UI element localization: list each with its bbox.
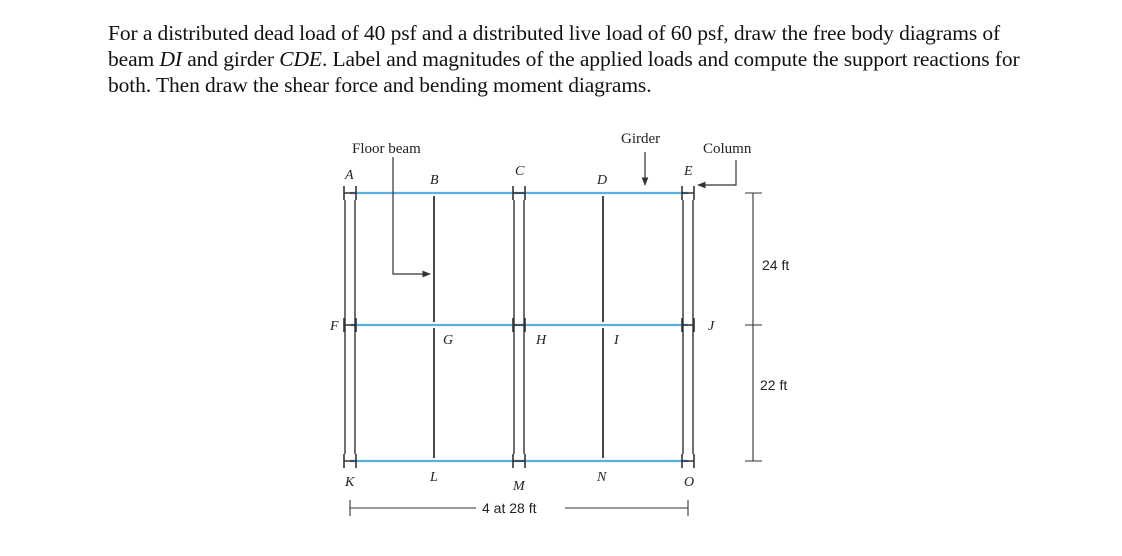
column-section-K xyxy=(344,454,356,468)
callout-girder: Girder xyxy=(621,131,661,147)
dimension-upper-span: 24 ft xyxy=(762,257,790,273)
problem-text-2: and girder xyxy=(181,47,280,71)
node-label-J: J xyxy=(708,319,715,334)
problem-text-3: . Label and magnitudes of the applied loads and compute the support reactions for both. Then draw the shear force and bending moment diagrams. xyxy=(108,47,1020,97)
column-leader xyxy=(698,160,736,185)
column-section-F xyxy=(344,318,356,332)
column-section-M xyxy=(513,454,525,468)
node-label-B: B xyxy=(430,173,439,188)
node-label-I: I xyxy=(614,333,619,348)
column-section-J xyxy=(682,318,694,332)
column-section-E xyxy=(682,186,694,200)
column-line-EO xyxy=(683,200,693,454)
node-label-D: D xyxy=(597,173,608,188)
girders xyxy=(350,193,688,461)
problem-text-1: For a distributed dead load of 40 psf and a distributed live load of 60 psf, draw the free body diagrams of beam xyxy=(108,21,1001,71)
callout-column: Column xyxy=(703,141,752,157)
node-label-F: F xyxy=(330,319,339,334)
dimension-lower-span: 22 ft xyxy=(760,377,788,393)
dimension-lines xyxy=(350,193,762,516)
node-label-N: N xyxy=(597,470,607,485)
floor-beams xyxy=(434,196,603,458)
column-section-H xyxy=(513,318,525,332)
node-label-L: L xyxy=(430,470,438,485)
dimension-bay-spacing: 4 at 28 ft xyxy=(482,500,537,516)
girder-label: CDE xyxy=(279,47,322,71)
callout-floor-beam: Floor beam xyxy=(352,141,421,157)
beam-label: DI xyxy=(159,47,182,71)
node-label-O: O xyxy=(684,475,695,490)
node-label-E: E xyxy=(684,164,693,179)
columns xyxy=(345,200,693,454)
column-line-AK xyxy=(345,200,355,454)
node-label-A: A xyxy=(345,168,354,183)
node-label-H: H xyxy=(536,333,547,348)
node-label-K: K xyxy=(345,475,355,490)
node-label-C: C xyxy=(515,164,525,179)
column-section-C xyxy=(513,186,525,200)
floor-beam-leader xyxy=(393,157,430,274)
node-label-G: G xyxy=(443,333,454,348)
column-sections xyxy=(344,186,694,468)
node-label-M: M xyxy=(513,479,525,494)
column-section-O xyxy=(682,454,694,468)
column-line-CM xyxy=(514,200,524,454)
column-section-A xyxy=(344,186,356,200)
